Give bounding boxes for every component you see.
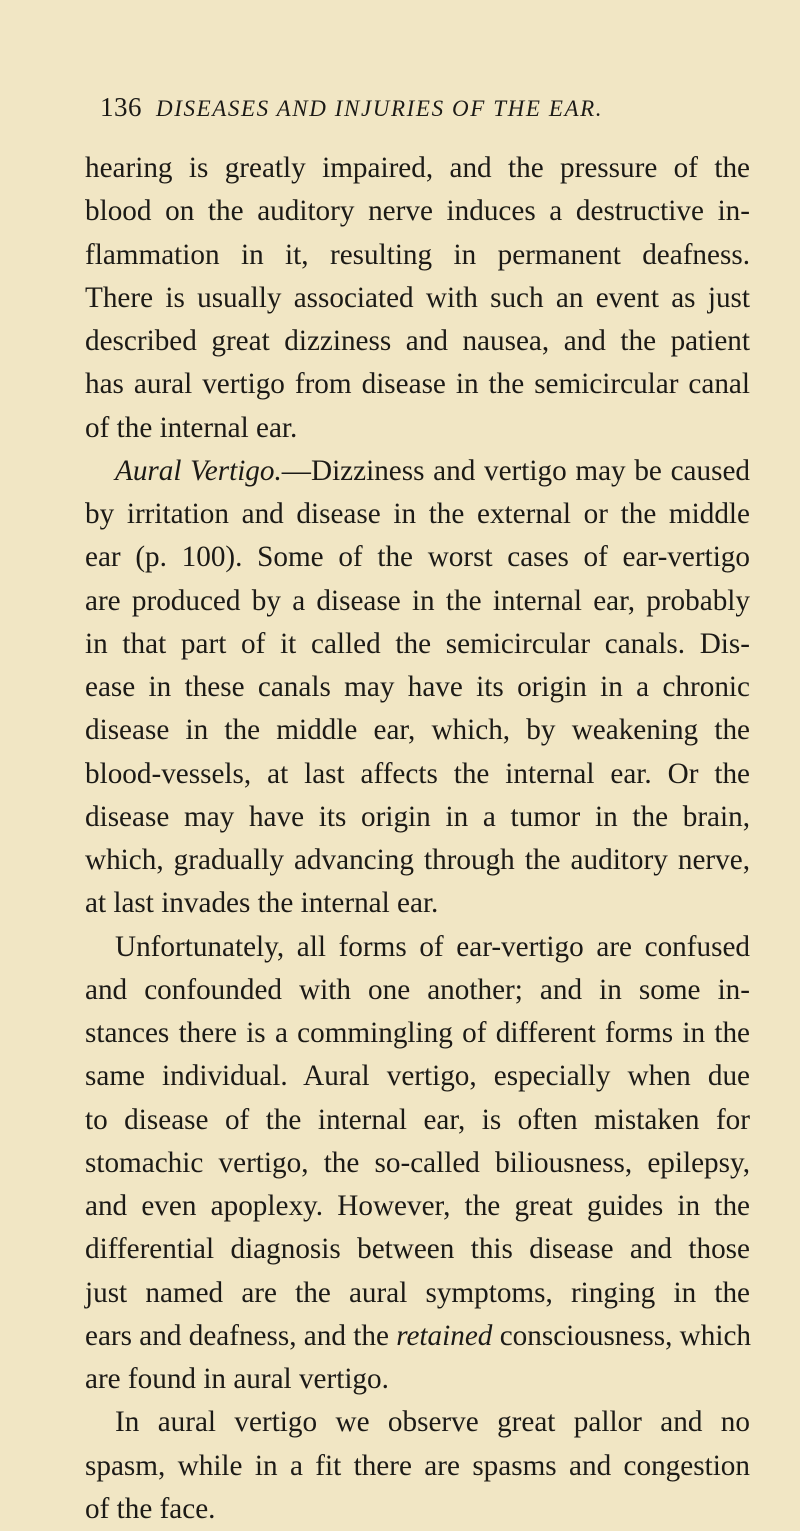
section-heading: Aural Vertigo. <box>115 454 282 487</box>
running-head <box>100 92 760 126</box>
text-line: which, gradually advancing through the auditory nerve, <box>85 844 750 876</box>
text-line: same individual. Aural vertigo, especially when due <box>85 1060 750 1093</box>
page-number: 136 <box>100 92 142 122</box>
text-line: stances there is a commingling of different forms in the <box>85 1017 750 1049</box>
text-line: blood on the auditory nerve induces a destructive in- <box>85 195 750 228</box>
text-line: are produced by a disease in the internal ear, probably <box>85 584 750 617</box>
text-line: of the face. <box>85 1492 216 1525</box>
text-line: by irritation and disease in the external or the middle <box>85 498 750 530</box>
emphasis: retained <box>396 1319 493 1352</box>
text-line: and even apoplexy. However, the great guides in the <box>85 1190 750 1222</box>
text-line: flammation in it, resulting in permanent deafness. <box>85 238 750 271</box>
text-line: in that part of it called the semicircular canals. Dis- <box>85 627 750 660</box>
text-line <box>85 1315 750 1358</box>
text-line: ease in these canals may have its origin in a chronic <box>85 671 750 703</box>
text-line: There is usually associated with such an event as just <box>85 281 750 314</box>
text-line: and confounded with one another; and in some in- <box>85 973 750 1006</box>
text-run: —Dizziness and vertigo may be caused <box>281 454 750 487</box>
running-title: DISEASES AND INJURIES OF THE EAR. <box>156 96 604 121</box>
text-line: ear (p. 100). Some of the worst cases of ear-vertigo <box>85 541 750 574</box>
text-line: are found in aural vertigo. <box>85 1363 389 1395</box>
text-line: spasm, while in a fit there are spasms and congestion <box>85 1449 750 1482</box>
text-line: differential diagnosis between this disease and those <box>85 1233 750 1266</box>
text-line: described great dizziness and nausea, and the patient <box>85 325 750 357</box>
text-line: just named are the aural symptoms, ringing in the <box>85 1276 750 1309</box>
text-line: blood-vessels, at last affects the internal ear. Or the <box>85 757 750 790</box>
text-run: ears and deafness, and the <box>85 1319 397 1352</box>
text-line: disease in the middle ear, which, by weakening the <box>85 714 750 747</box>
text-line: at last invades the internal ear. <box>85 887 439 920</box>
text-line: Unfortunately, all forms of ear-vertigo are confused <box>115 930 750 963</box>
text-line: of the internal ear. <box>85 411 298 444</box>
text-line: has aural vertigo from disease in the semicircular canal <box>85 368 750 401</box>
text-line: stomachic vertigo, the so-called biliousness, epilepsy, <box>85 1146 750 1179</box>
body-text <box>85 147 750 1531</box>
text-run: consciousness, which <box>492 1319 751 1352</box>
text-line: In aural vertigo we observe great pallor and no <box>115 1406 750 1439</box>
section-heading-line <box>85 450 750 493</box>
text-line: disease may have its origin in a tumor in the brain, <box>85 800 750 833</box>
text-line: hearing is greatly impaired, and the pressure of the <box>85 152 750 184</box>
text-line: to disease of the internal ear, is often mistaken for <box>85 1103 750 1136</box>
